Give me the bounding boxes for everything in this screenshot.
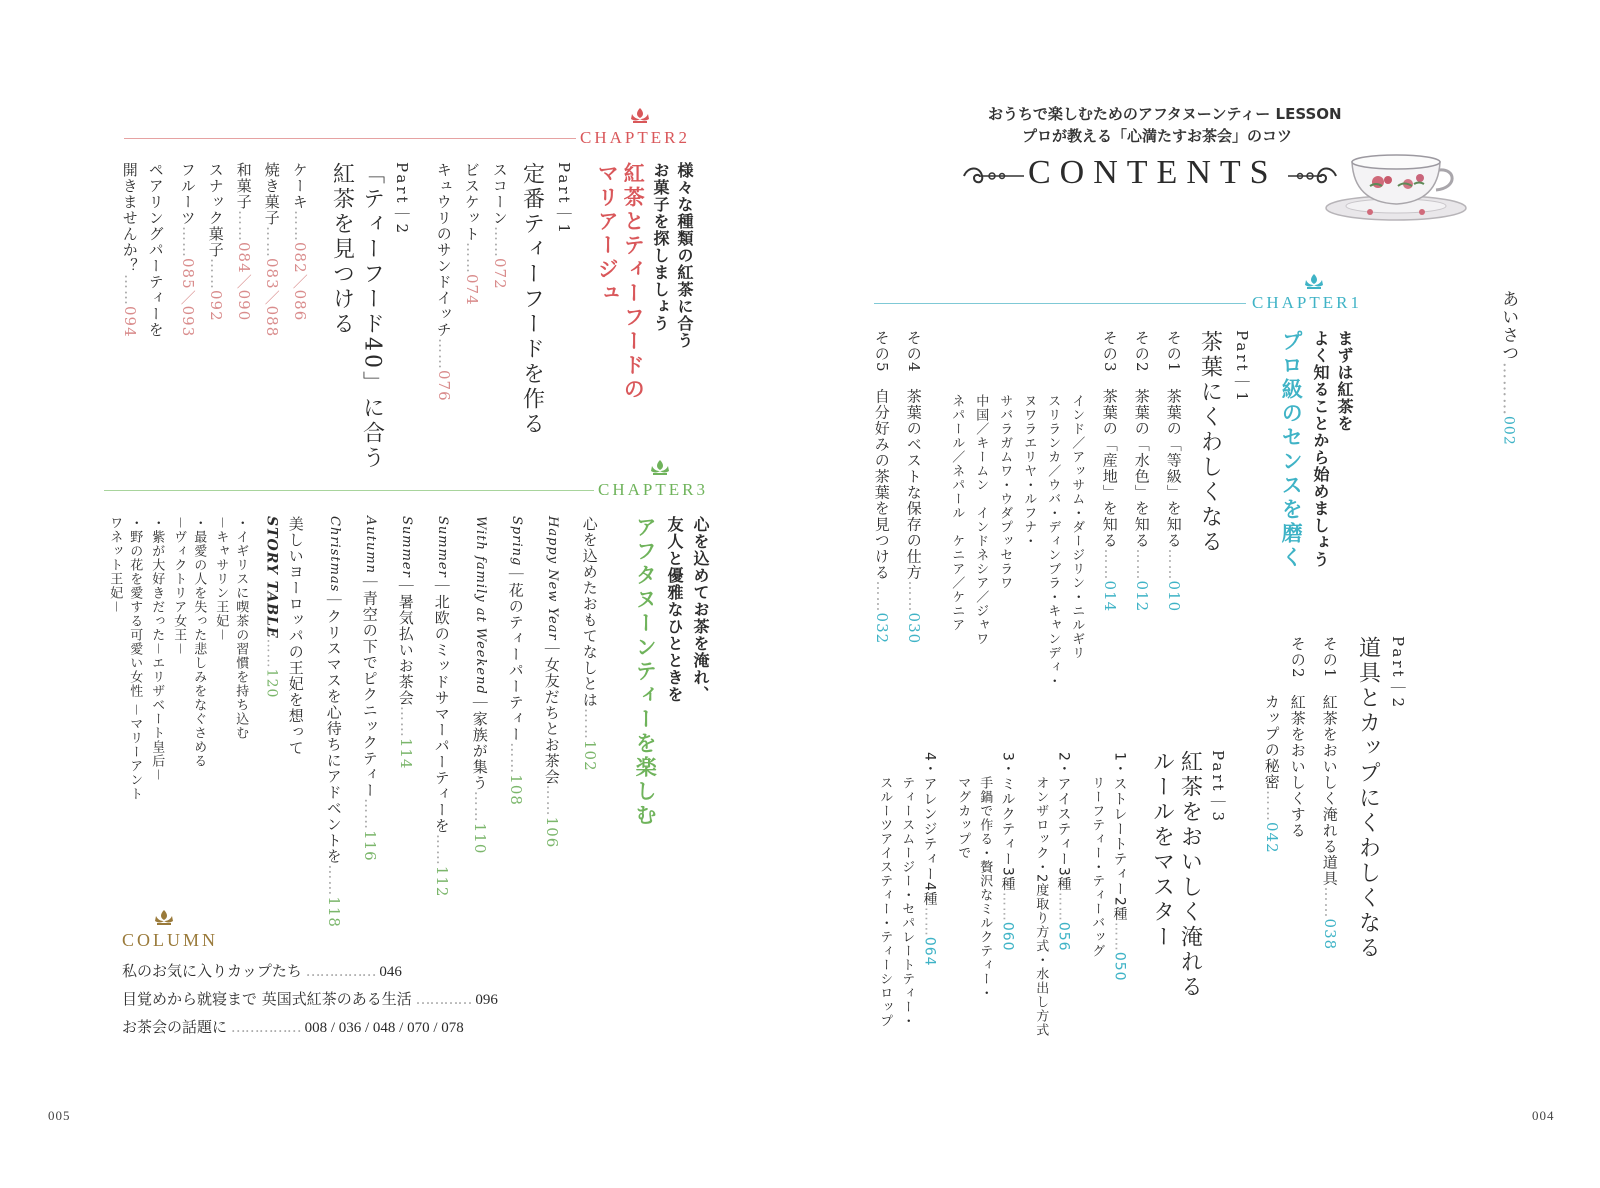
teacup-image <box>1322 150 1470 222</box>
region-list-6: ネパール／ネパール ケニア／ケニア <box>949 394 965 632</box>
ch2-part2-title-1: 「ティーフード40」に合う <box>359 162 385 471</box>
ch1-part3-item3: 3・ミルクティー3種……060 <box>999 752 1016 952</box>
column-row-2: 目覚めから就寝まで 英国式紅茶のある生活 ………… 096 <box>122 990 498 1008</box>
column-row-3: お茶会の話題に …………… 008 / 036 / 048 / 070 / 078 <box>122 1018 464 1036</box>
ch2-part2-item4: スナック菓子……092 <box>206 162 225 322</box>
ch2-part1-label: Part｜1 <box>554 162 573 237</box>
chapter2-rule <box>124 138 576 139</box>
queen-line-2: －キャサリン王妃－ <box>213 516 229 643</box>
ch3-item6: Summer｜暑気払いお茶会……114 <box>396 516 415 770</box>
chapter2-ornament-icon <box>628 106 652 124</box>
page-number-right: 004 <box>1532 1108 1555 1123</box>
ch3-item3: Spring｜花のティーパーティー……108 <box>506 516 525 806</box>
chapter3-label: CHAPTER3 <box>598 480 708 499</box>
ch1-part3-title-2: ルールをマスター <box>1149 750 1175 950</box>
ch1-part3-label: Part｜3 <box>1208 750 1227 825</box>
column-label: COLUMN <box>122 930 219 950</box>
greeting-label: あいさつ………002 <box>1498 290 1519 446</box>
chapter1-intro-1: まずは紅茶を <box>1335 330 1354 432</box>
ch1-part1-title: 茶葉にくわしくなる <box>1197 330 1223 555</box>
ch2-part1-item3: キュウリのサンドイッチ……076 <box>434 162 453 402</box>
ch1-part3-item2: 2・アイスティー3種……056 <box>1055 752 1072 952</box>
subtitle-1: おうちで楽しむためのアフタヌーンティー LESSON <box>988 105 1342 123</box>
story-table: STORY TABLE……120 <box>263 516 280 699</box>
ch1-part3-title-1: 紅茶をおいしく淹れる <box>1177 750 1203 1000</box>
chapter1-intro-2: よく知ることから始めましょう <box>1311 330 1330 568</box>
chapter1-rule <box>874 303 1246 304</box>
chapter3-intro-2: 友人と優雅なひとときを <box>665 516 684 703</box>
ch2-part1-title: 定番ティーフードを作る <box>519 162 545 437</box>
page-number-left: 005 <box>48 1108 71 1123</box>
ch2-part2-label: Part｜2 <box>392 162 411 237</box>
ch3-item5: Summer｜北欧のミッドサマーパーティーを……112 <box>432 516 451 898</box>
ch2-part2-item6-cont: 開きませんか？……094 <box>120 162 139 338</box>
chapter2-title-2: マリアージュ <box>595 162 620 306</box>
ch1-part3-item1: 1・ストレートティー2種……050 <box>1111 752 1128 982</box>
region-list-5: 中国／キームン インドネシア／ジャワ <box>973 394 989 646</box>
ch1-part1-item2: その2 茶葉の「水色」を知る……012 <box>1132 330 1151 613</box>
ch1-part3-item1-sub: リーフティー・ティーバッグ <box>1089 776 1105 958</box>
ch2-part2-title-2: 紅茶を見つける <box>329 162 355 337</box>
ch1-part3-item4-sub: ティースムージー・セパレートティー・ <box>899 776 915 1028</box>
ch3-item4: With family at Weekend｜家族が集う……110 <box>470 516 489 855</box>
ch1-part3-item2-sub: オンザロック・2度取り方式・水出し方式 <box>1033 776 1049 1038</box>
region-list-2: スリランカ／ウバ・ディンブラ・キャンディ・ <box>1045 394 1061 688</box>
ch1-part2-title: 道具とカップにくわしくなる <box>1355 636 1381 961</box>
region-list-1: インド／アッサム・ダージリン・ニルギリ <box>1069 394 1085 660</box>
ch1-part1-label: Part｜1 <box>1232 330 1251 405</box>
ch1-part3-item3-sub: 手鍋で作る・贅沢なミルクティー・ <box>977 776 993 1000</box>
chapter2-intro-1: 様々な種類の紅茶に合う <box>675 162 694 349</box>
queen-line-7: ワネット王妃－ <box>107 516 123 615</box>
chapter3-ornament-icon <box>648 458 672 476</box>
chapter1-ornament-icon <box>1302 272 1326 290</box>
ch1-part1-item5: その5 自分好みの茶葉を見つける……032 <box>872 330 891 645</box>
ch1-part2-item2-cont: カップの秘密……042 <box>1262 694 1281 854</box>
chapter2-label: CHAPTER2 <box>580 128 690 147</box>
queen-line-1: ・イギリスに喫茶の習慣を持ち込む <box>233 516 249 740</box>
ch3-item2: Happy New Year｜女友だちとお茶会……106 <box>542 516 561 849</box>
ch1-part2-item1: その1 紅茶をおいしく淹れる道具……038 <box>1320 636 1339 951</box>
region-list-3: ヌワラエリヤ・ルフナ・ <box>1021 394 1037 548</box>
ch2-part1-item1: スコーン……072 <box>490 162 509 290</box>
ch2-part2-item3: 和菓子……084／090 <box>234 162 253 322</box>
ch3-item8: Christmas｜クリスマスを心待ちにアドベントを……118 <box>324 516 343 928</box>
ch1-part3-item4-sub2: スルーツアイスティー・ティーシロップ <box>877 776 893 1028</box>
queen-line-4: －ヴィクトリア女王－ <box>171 516 187 657</box>
left-flourish-icon <box>958 164 1028 188</box>
queens-title: 美しいヨーロッパの王妃を想って <box>286 516 305 756</box>
chapter1-title: プロ級のセンスを磨く <box>1279 330 1304 570</box>
subtitle-2: プロが教える「心満たすお茶会」のコツ <box>1022 127 1293 145</box>
ch1-part3-item3-sub2: マグカップで <box>955 776 971 860</box>
ch2-part2-item5: フルーツ……085／093 <box>178 162 197 338</box>
ch3-item7: Autumn｜青空の下でピクニックティー……116 <box>360 516 379 862</box>
ch1-part1-item3: その3 茶葉の「産地」を知る……014 <box>1100 330 1119 613</box>
queen-line-3: ・最愛の人を失った悲しみをなぐさめる <box>191 516 207 768</box>
chapter2-intro-2: お菓子を探しましょう <box>651 162 670 332</box>
ch2-part2-item2: 焼き菓子……083／088 <box>262 162 281 338</box>
chapter3-title: アフタヌーンティーを楽しむ <box>633 516 658 828</box>
ch2-part2-item6: ペアリングパーティーを <box>146 162 165 338</box>
ch1-part2-item2: その2 紅茶をおいしくする <box>1288 636 1307 839</box>
queen-line-6: ・野の花を愛する可愛い女性 －マリーアント <box>127 516 143 802</box>
ch1-part1-item1: その1 茶葉の「等級」を知る……010 <box>1164 330 1183 613</box>
chapter3-rule <box>104 490 594 491</box>
column-ornament-icon <box>152 908 176 926</box>
ch1-part2-label: Part｜2 <box>1388 636 1407 711</box>
chapter2-title-1: 紅茶とティーフードの <box>621 162 646 402</box>
ch1-part1-item4: その4 茶葉のベストな保存の仕方……030 <box>904 330 923 645</box>
column-row-1: 私のお気に入りカップたち …………… 046 <box>122 962 402 980</box>
ch1-part3-item4: 4・アレンジティー4種……064 <box>921 752 938 967</box>
ch2-part2-item1: ケーキ……082／086 <box>290 162 309 322</box>
queen-line-5: ・紫が大好きだった－エリザベート皇后－ <box>149 516 165 783</box>
chapter3-intro-1: 心を込めてお茶を淹れ、 <box>691 516 710 703</box>
region-list-4: サバラガムワ・ウダプッセラワ <box>997 394 1013 590</box>
ch3-item1: 心を込めたおもてなしとは……102 <box>580 516 599 772</box>
contents-title: CONTENTS <box>1028 154 1278 191</box>
ch2-part1-item2: ビスケット……074 <box>462 162 481 306</box>
chapter1-label: CHAPTER1 <box>1252 293 1362 312</box>
